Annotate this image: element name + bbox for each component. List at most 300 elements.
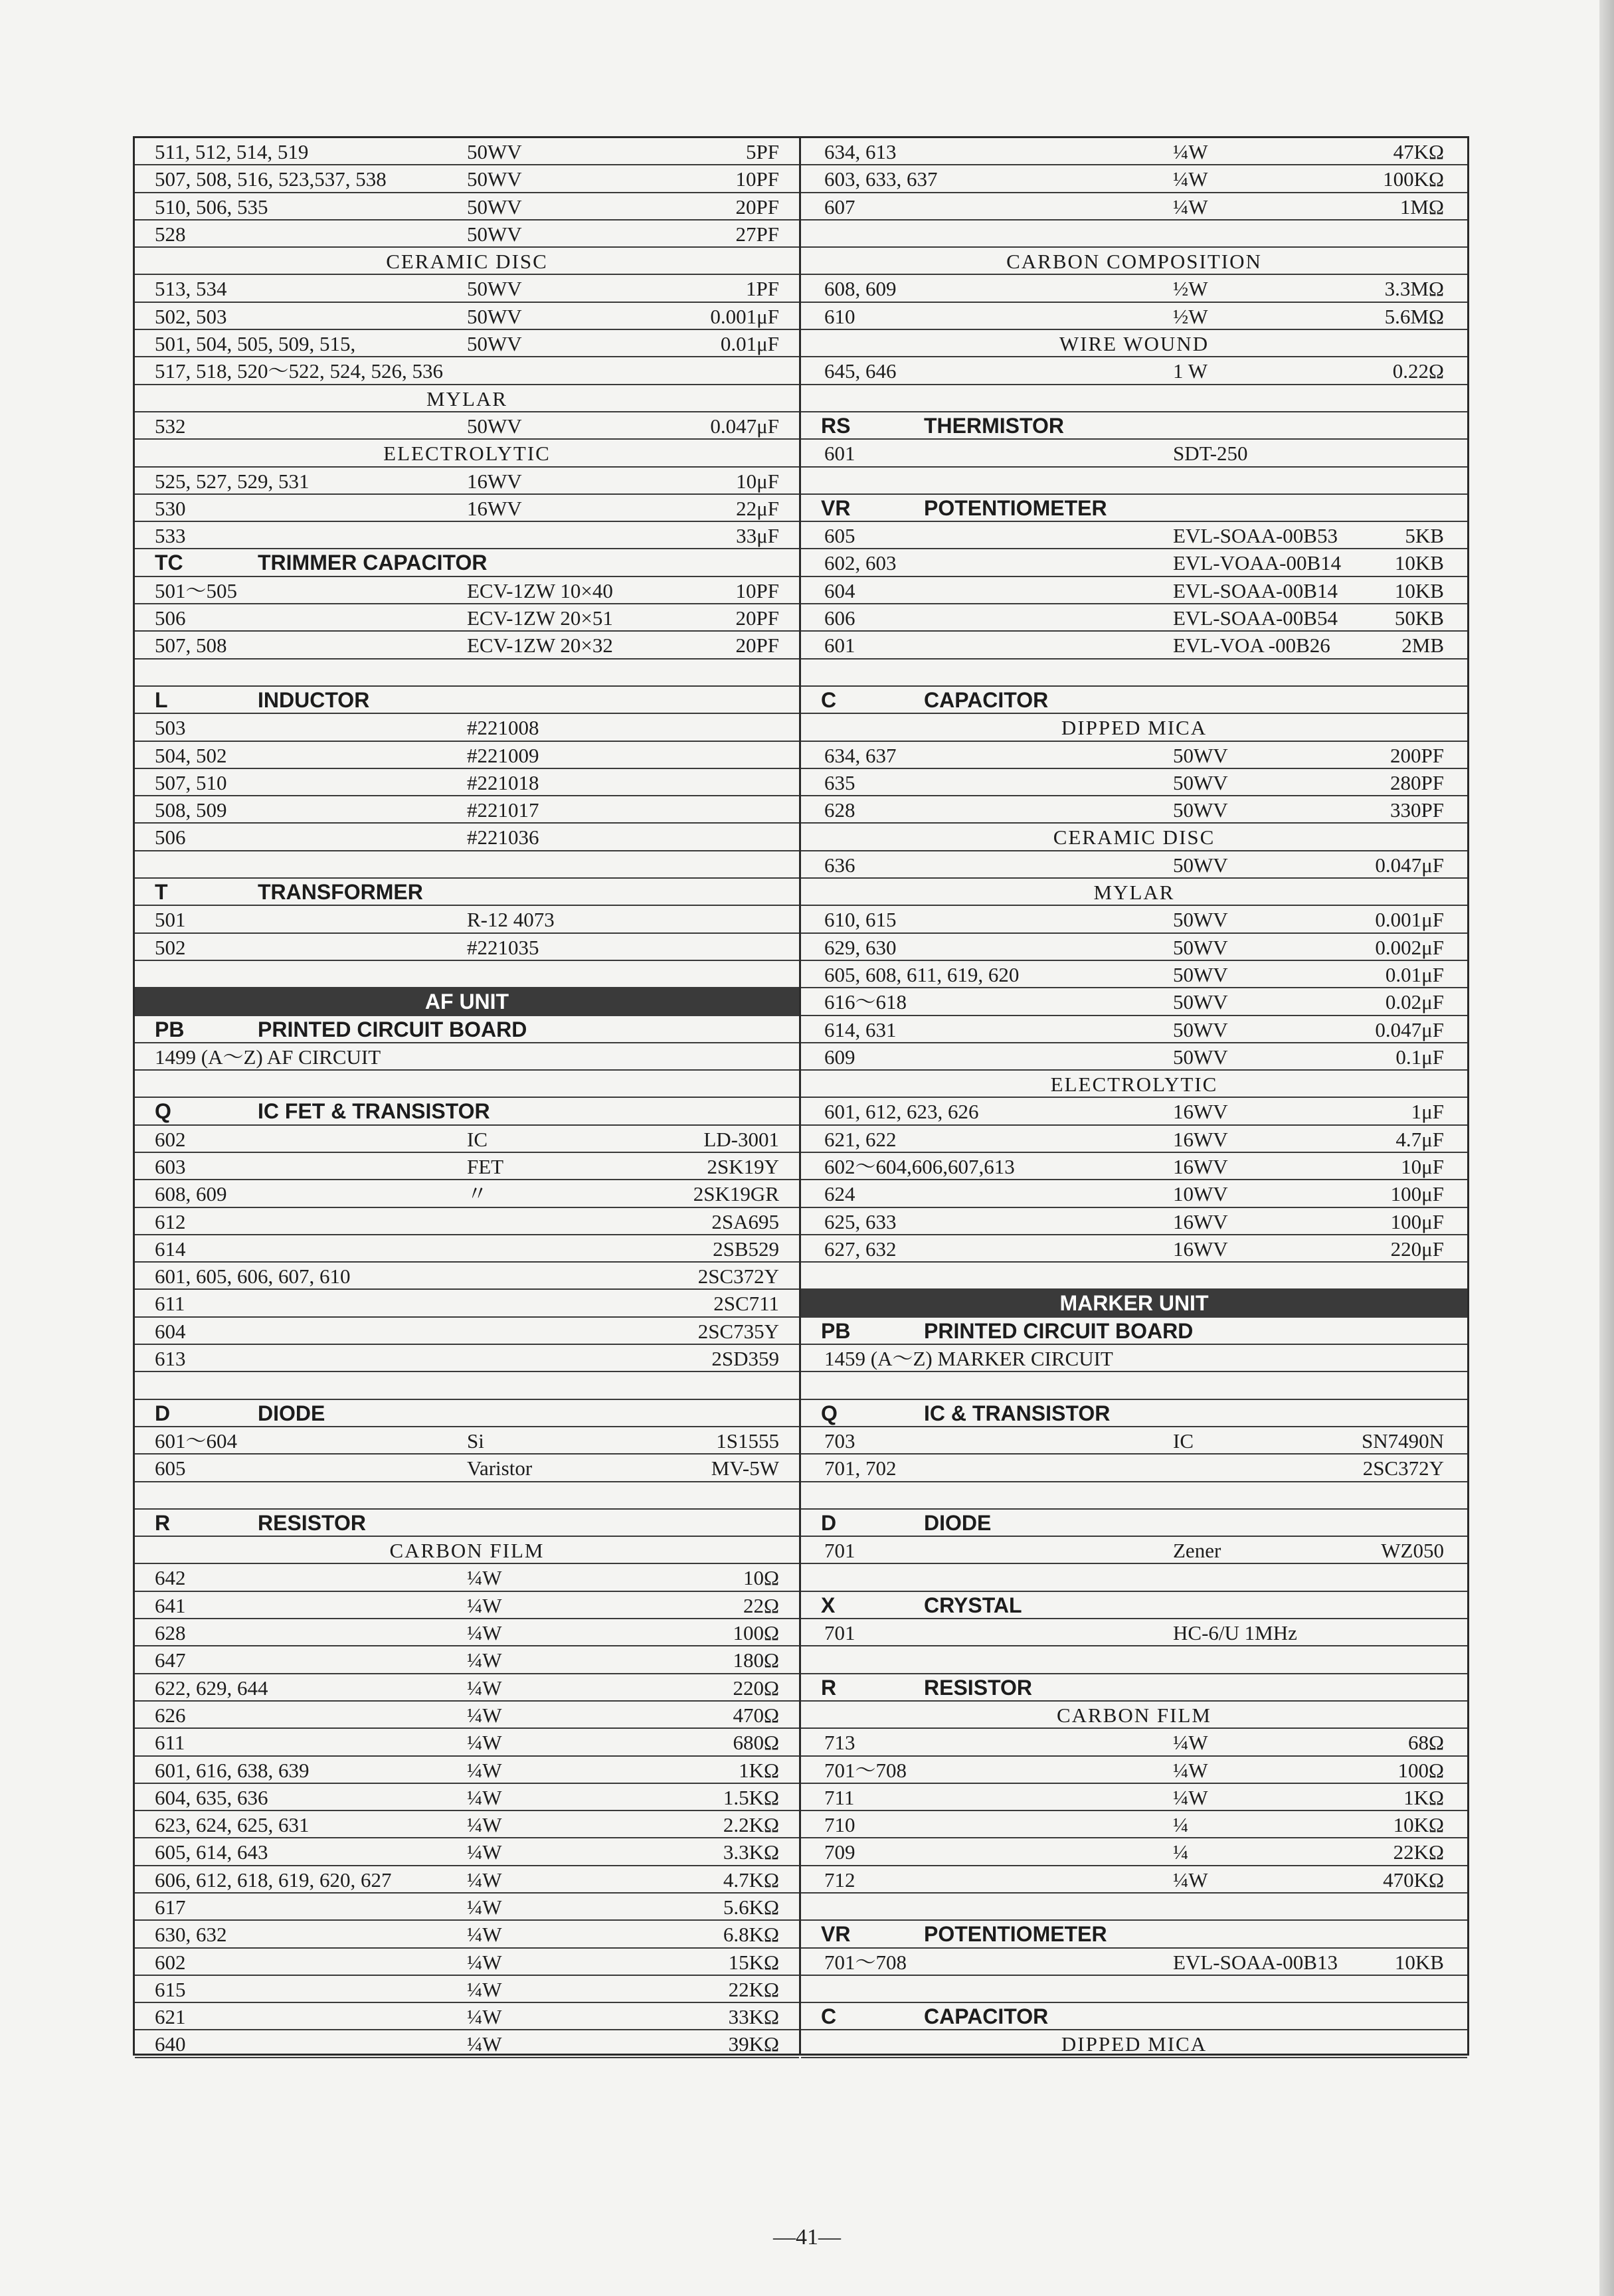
section-title: DIODE bbox=[258, 1401, 325, 1425]
section-code: R bbox=[155, 1510, 171, 1535]
part-value: MV-5W bbox=[711, 1457, 779, 1480]
part-spec: ¼W bbox=[1173, 1758, 1208, 1782]
part-spec: IC bbox=[467, 1127, 488, 1151]
part-number: 1499 (A～Z) AF CIRCUIT bbox=[155, 1045, 381, 1069]
part-number: 626 bbox=[155, 1703, 186, 1727]
part-spec: EVL-VOA -00B26 bbox=[1173, 634, 1330, 658]
part-number: 502, 503 bbox=[155, 304, 227, 328]
part-spec: ¼ bbox=[1173, 1813, 1189, 1837]
part-number: 609 bbox=[824, 1045, 855, 1069]
part-spec: ECV-1ZW 20×32 bbox=[467, 634, 613, 658]
part-value: 470KΩ bbox=[1383, 1868, 1444, 1892]
table-row bbox=[801, 1866, 1467, 1894]
part-spec: ¼W bbox=[467, 1758, 502, 1782]
subsection-label: ELECTROLYTIC bbox=[1050, 1073, 1218, 1097]
part-number: 612 bbox=[155, 1209, 186, 1233]
part-number: 703 bbox=[824, 1429, 855, 1453]
part-value: 3.3KΩ bbox=[723, 1840, 779, 1864]
part-value: 10Ω bbox=[743, 1566, 779, 1590]
part-value: 0.001μF bbox=[1375, 908, 1444, 932]
part-number: 513, 534 bbox=[155, 277, 227, 301]
section-heading bbox=[801, 687, 1467, 714]
part-number: 601 bbox=[824, 634, 855, 658]
part-number: 625, 633 bbox=[824, 1209, 897, 1233]
unit-banner bbox=[801, 1290, 1467, 1317]
part-number: 510, 506, 535 bbox=[155, 195, 268, 219]
part-number: 630, 632 bbox=[155, 1923, 227, 1947]
blank-row bbox=[135, 851, 799, 879]
table-row bbox=[135, 1838, 799, 1866]
table-row bbox=[135, 275, 799, 302]
part-spec: ¼W bbox=[467, 1923, 502, 1947]
section-title: POTENTIOMETER bbox=[924, 495, 1107, 520]
table-row bbox=[135, 522, 799, 549]
part-value: 5.6KΩ bbox=[723, 1896, 779, 1919]
section-code: Q bbox=[821, 1401, 838, 1425]
part-value: WZ050 bbox=[1381, 1539, 1444, 1563]
part-spec: 50WV bbox=[1173, 853, 1228, 877]
part-spec: ¼W bbox=[1173, 195, 1208, 219]
part-number: 621 bbox=[155, 2005, 186, 2029]
subsection-label: CARBON FILM bbox=[1056, 1703, 1211, 1727]
part-value: 680Ω bbox=[733, 1731, 779, 1755]
table-row bbox=[135, 714, 799, 741]
table-row bbox=[801, 1016, 1467, 1043]
blank-row bbox=[801, 1894, 1467, 1921]
part-spec: #221017 bbox=[467, 798, 539, 822]
section-code: T bbox=[155, 880, 168, 905]
table-row bbox=[135, 1564, 799, 1591]
part-spec: SDT-250 bbox=[1173, 442, 1248, 466]
part-spec: ¼W bbox=[467, 1566, 502, 1590]
part-value: 15KΩ bbox=[728, 1950, 779, 1974]
table-row bbox=[801, 934, 1467, 961]
part-spec: 16WV bbox=[1173, 1209, 1228, 1233]
part-number: 604 bbox=[824, 578, 855, 602]
part-spec: 50WV bbox=[467, 140, 522, 163]
blank-row bbox=[801, 660, 1467, 687]
part-spec: #221035 bbox=[467, 935, 539, 959]
part-value: 10PF bbox=[735, 167, 779, 191]
part-number: 525, 527, 529, 531 bbox=[155, 469, 310, 493]
table-row bbox=[135, 769, 799, 796]
part-number: 712 bbox=[824, 1868, 855, 1892]
unit-banner bbox=[135, 988, 799, 1016]
subsection-heading bbox=[135, 1537, 799, 1564]
part-number: 606 bbox=[824, 606, 855, 630]
part-number: 604, 635, 636 bbox=[155, 1785, 268, 1809]
subsection-heading bbox=[801, 714, 1467, 741]
part-spec: 50WV bbox=[1173, 908, 1228, 932]
table-row bbox=[135, 1646, 799, 1674]
table-row bbox=[801, 1153, 1467, 1180]
table-row bbox=[801, 1537, 1467, 1564]
subsection-label: MYLAR bbox=[426, 387, 507, 410]
part-number: 628 bbox=[155, 1621, 186, 1645]
subsection-heading bbox=[135, 248, 799, 275]
subsection-label: MYLAR bbox=[1093, 881, 1175, 905]
section-title: POTENTIOMETER bbox=[924, 1922, 1107, 1947]
part-spec: #221036 bbox=[467, 826, 539, 849]
part-number: 624 bbox=[824, 1182, 855, 1206]
part-number: 604 bbox=[155, 1319, 186, 1343]
subsection-label: DIPPED MICA bbox=[1061, 716, 1208, 740]
part-value: 1MΩ bbox=[1399, 195, 1444, 219]
table-row bbox=[801, 303, 1467, 330]
section-heading bbox=[801, 1921, 1467, 1948]
table-row bbox=[135, 1894, 799, 1921]
table-row bbox=[135, 1180, 799, 1207]
part-spec: ¼W bbox=[467, 2005, 502, 2029]
table-row bbox=[135, 165, 799, 193]
table-row bbox=[135, 1043, 799, 1071]
unit-title: AF UNIT bbox=[424, 990, 509, 1014]
section-code: RS bbox=[821, 413, 851, 438]
section-code: Q bbox=[155, 1099, 171, 1124]
part-value: LD-3001 bbox=[703, 1127, 779, 1151]
table-row bbox=[135, 330, 799, 357]
part-number: 634, 613 bbox=[824, 140, 897, 163]
part-number: 502 bbox=[155, 935, 186, 959]
table-row bbox=[135, 1153, 799, 1180]
part-value: 39KΩ bbox=[728, 2032, 779, 2056]
table-row bbox=[135, 1208, 799, 1235]
part-value: 100μF bbox=[1390, 1182, 1444, 1206]
subsection-label: DIPPED MICA bbox=[1061, 2032, 1208, 2056]
part-spec: ¼W bbox=[467, 1813, 502, 1837]
table-row bbox=[801, 1949, 1467, 1976]
part-value: 27PF bbox=[735, 222, 779, 246]
part-value: 10KB bbox=[1394, 578, 1444, 602]
table-row bbox=[135, 1729, 799, 1756]
part-number: 614, 631 bbox=[824, 1017, 897, 1041]
part-spec: 50WV bbox=[467, 304, 522, 328]
part-number: 517, 518, 520～522, 524, 526, 536 bbox=[155, 359, 443, 383]
table-row bbox=[801, 522, 1467, 549]
section-title: CAPACITOR bbox=[924, 687, 1049, 712]
part-spec: EVL-VOAA-00B14 bbox=[1173, 551, 1342, 575]
part-number: 501, 504, 505, 509, 515, bbox=[155, 332, 356, 356]
part-spec: 50WV bbox=[1173, 990, 1228, 1014]
table-row bbox=[801, 1098, 1467, 1125]
part-value: 50KB bbox=[1394, 606, 1444, 630]
part-number: 602 bbox=[155, 1950, 186, 1974]
part-number: 603, 633, 637 bbox=[824, 167, 938, 191]
blank-row bbox=[801, 468, 1467, 495]
part-spec: 50WV bbox=[1173, 798, 1228, 822]
section-title: CRYSTAL bbox=[924, 1593, 1022, 1617]
table-row bbox=[801, 275, 1467, 302]
part-value: 100Ω bbox=[733, 1621, 779, 1645]
part-value: 3.3MΩ bbox=[1384, 277, 1444, 301]
section-code: PB bbox=[155, 1017, 185, 1041]
part-value: 180Ω bbox=[733, 1648, 779, 1672]
part-spec: ¼W bbox=[467, 1621, 502, 1645]
subsection-heading bbox=[801, 2030, 1467, 2058]
part-spec: 10WV bbox=[1173, 1182, 1228, 1206]
part-value: 4.7KΩ bbox=[723, 1868, 779, 1892]
part-number: 634, 637 bbox=[824, 743, 897, 767]
section-title: DIODE bbox=[924, 1510, 992, 1535]
part-number: 1459 (A～Z) MARKER CIRCUIT bbox=[824, 1347, 1113, 1371]
part-spec: 50WV bbox=[467, 167, 522, 191]
section-heading bbox=[801, 1400, 1467, 1427]
part-value: SN7490N bbox=[1361, 1429, 1444, 1453]
table-row bbox=[135, 1866, 799, 1894]
table-row bbox=[135, 632, 799, 659]
part-spec: 1 W bbox=[1173, 359, 1208, 383]
part-spec: ¼W bbox=[467, 1648, 502, 1672]
part-spec: 50WV bbox=[467, 195, 522, 219]
table-row bbox=[135, 824, 799, 851]
part-value: 220μF bbox=[1390, 1237, 1444, 1261]
section-code: D bbox=[155, 1401, 171, 1425]
table-row bbox=[135, 412, 799, 440]
table-row bbox=[801, 357, 1467, 385]
part-value: 5KB bbox=[1405, 524, 1444, 548]
part-number: 601 bbox=[824, 442, 855, 466]
part-value: 2MB bbox=[1401, 634, 1444, 658]
subsection-heading bbox=[801, 330, 1467, 357]
part-number: 533 bbox=[155, 524, 186, 548]
part-number: 606, 612, 618, 619, 620, 627 bbox=[155, 1868, 392, 1892]
section-heading bbox=[135, 687, 799, 714]
part-value: 2SD359 bbox=[711, 1347, 779, 1371]
part-number: 605 bbox=[155, 1457, 186, 1480]
part-spec: #221008 bbox=[467, 716, 539, 740]
table-row bbox=[801, 1043, 1467, 1071]
section-heading bbox=[801, 2003, 1467, 2030]
table-row bbox=[135, 1126, 799, 1153]
table-row bbox=[135, 906, 799, 933]
table-row bbox=[135, 604, 799, 632]
part-value: 100μF bbox=[1390, 1209, 1444, 1233]
section-heading bbox=[801, 1592, 1467, 1619]
part-spec: EVL-SOAA-00B53 bbox=[1173, 524, 1338, 548]
part-spec: EVL-SOAA-00B54 bbox=[1173, 606, 1338, 630]
part-value: 0.1μF bbox=[1395, 1045, 1444, 1069]
part-value: 20PF bbox=[735, 634, 779, 658]
subsection-heading bbox=[801, 248, 1467, 275]
part-value: 220Ω bbox=[733, 1676, 779, 1700]
part-number: 602～604,606,607,613 bbox=[824, 1154, 1015, 1178]
table-row bbox=[135, 934, 799, 961]
part-value: 0.001μF bbox=[710, 304, 779, 328]
table-row bbox=[135, 1455, 799, 1482]
part-number: 617 bbox=[155, 1896, 186, 1919]
part-value: 0.01μF bbox=[720, 332, 779, 356]
part-number: 607 bbox=[824, 195, 855, 219]
table-row bbox=[801, 1811, 1467, 1838]
part-spec: ¼W bbox=[467, 1977, 502, 2001]
table-row bbox=[801, 138, 1467, 165]
part-spec: ¼W bbox=[1173, 1868, 1208, 1892]
part-value: 22μF bbox=[736, 496, 779, 520]
part-spec: ECV-1ZW 20×51 bbox=[467, 606, 613, 630]
part-number: 605, 608, 611, 619, 620 bbox=[824, 962, 1020, 986]
table-row bbox=[135, 1592, 799, 1619]
part-spec: R-12 4073 bbox=[467, 908, 555, 932]
section-heading bbox=[801, 1674, 1467, 1702]
part-spec: ¼W bbox=[467, 1785, 502, 1809]
table-row bbox=[135, 1235, 799, 1263]
part-value: 0.047μF bbox=[710, 414, 779, 438]
table-row bbox=[135, 1949, 799, 1976]
part-number: 701, 702 bbox=[824, 1457, 897, 1480]
part-number: 503 bbox=[155, 716, 186, 740]
part-spec: 16WV bbox=[467, 469, 522, 493]
part-value: 2SC735Y bbox=[697, 1319, 779, 1343]
part-number: 602, 603 bbox=[824, 551, 897, 575]
part-spec: 16WV bbox=[1173, 1100, 1228, 1124]
blank-row bbox=[135, 1071, 799, 1098]
part-number: 614 bbox=[155, 1237, 186, 1261]
part-spec: ¼W bbox=[467, 1868, 502, 1892]
part-value: 280PF bbox=[1390, 770, 1444, 794]
section-code: TC bbox=[155, 551, 183, 575]
section-code: VR bbox=[821, 495, 851, 520]
subsection-heading bbox=[801, 1071, 1467, 1098]
table-row bbox=[801, 1208, 1467, 1235]
part-number: 645, 646 bbox=[824, 359, 897, 383]
table-row bbox=[801, 193, 1467, 221]
part-value: 470Ω bbox=[733, 1703, 779, 1727]
table-row bbox=[801, 165, 1467, 193]
table-row bbox=[135, 357, 799, 385]
blank-row bbox=[135, 961, 799, 988]
table-row bbox=[801, 577, 1467, 604]
table-row bbox=[801, 1838, 1467, 1866]
part-number: 628 bbox=[824, 798, 855, 822]
section-heading bbox=[801, 1318, 1467, 1345]
part-spec: 〃 bbox=[467, 1182, 488, 1206]
part-spec: ¼W bbox=[467, 1840, 502, 1864]
part-spec: EVL-SOAA-00B14 bbox=[1173, 578, 1338, 602]
part-value: 1μF bbox=[1411, 1100, 1444, 1124]
part-spec: 50WV bbox=[467, 277, 522, 301]
blank-row bbox=[135, 1372, 799, 1399]
section-code: D bbox=[821, 1510, 837, 1535]
table-row bbox=[801, 906, 1467, 933]
table-row bbox=[801, 1345, 1467, 1372]
part-spec: EVL-SOAA-00B13 bbox=[1173, 1950, 1338, 1974]
part-spec: Varistor bbox=[467, 1457, 533, 1480]
subsection-label: CERAMIC DISC bbox=[1053, 826, 1215, 849]
table-row bbox=[135, 1921, 799, 1948]
part-spec: ¼W bbox=[467, 2032, 502, 2056]
part-number: 647 bbox=[155, 1648, 186, 1672]
part-number: 701～708 bbox=[824, 1758, 907, 1782]
parts-list-table bbox=[133, 136, 1469, 2056]
subsection-heading bbox=[135, 440, 799, 467]
table-row bbox=[801, 851, 1467, 879]
table-row bbox=[801, 1455, 1467, 1482]
part-value: 0.01μF bbox=[1385, 962, 1444, 986]
part-number: 613 bbox=[155, 1347, 186, 1371]
section-title: TRANSFORMER bbox=[258, 880, 423, 905]
part-spec: 50WV bbox=[467, 414, 522, 438]
part-number: 710 bbox=[824, 1813, 855, 1837]
part-spec: ¼W bbox=[1173, 1731, 1208, 1755]
section-title: RESISTOR bbox=[924, 1675, 1032, 1700]
part-spec: ½W bbox=[1173, 277, 1208, 301]
part-spec: HC-6/U 1MHz bbox=[1173, 1621, 1297, 1645]
section-code: C bbox=[821, 2004, 837, 2029]
part-value: 1S1555 bbox=[716, 1429, 779, 1453]
part-number: 627, 632 bbox=[824, 1237, 897, 1261]
table-row bbox=[135, 1619, 799, 1646]
part-spec: 16WV bbox=[1173, 1127, 1228, 1151]
part-value: 5.6MΩ bbox=[1384, 304, 1444, 328]
part-value: 10μF bbox=[1401, 1154, 1444, 1178]
table-row bbox=[801, 1427, 1467, 1455]
part-value: 2SK19GR bbox=[693, 1182, 779, 1206]
part-number: 608, 609 bbox=[155, 1182, 227, 1206]
part-value: 10KB bbox=[1394, 1950, 1444, 1974]
part-spec: 50WV bbox=[1173, 962, 1228, 986]
section-code: C bbox=[821, 687, 837, 712]
part-number: 511, 512, 514, 519 bbox=[155, 140, 309, 163]
part-number: 507, 508 bbox=[155, 634, 227, 658]
part-value: 2.2KΩ bbox=[723, 1813, 779, 1837]
part-number: 629, 630 bbox=[824, 935, 897, 959]
part-number: 507, 508, 516, 523,537, 538 bbox=[155, 167, 387, 191]
part-number: 610 bbox=[824, 304, 855, 328]
table-row bbox=[135, 2003, 799, 2030]
part-spec: #221009 bbox=[467, 743, 539, 767]
part-number: 709 bbox=[824, 1840, 855, 1864]
section-code: X bbox=[821, 1593, 836, 1617]
subsection-heading bbox=[801, 824, 1467, 851]
part-value: 2SA695 bbox=[711, 1209, 779, 1233]
table-row bbox=[135, 1427, 799, 1455]
blank-row bbox=[801, 1564, 1467, 1591]
section-heading bbox=[135, 1510, 799, 1537]
section-title: PRINTED CIRCUIT BOARD bbox=[258, 1017, 527, 1041]
part-value: 0.002μF bbox=[1375, 935, 1444, 959]
blank-row bbox=[801, 221, 1467, 248]
table-row bbox=[801, 1126, 1467, 1153]
part-number: 701 bbox=[824, 1621, 855, 1645]
blank-row bbox=[801, 385, 1467, 412]
part-number: 601～604 bbox=[155, 1429, 237, 1453]
part-number: 636 bbox=[824, 853, 855, 877]
part-value: 33μF bbox=[736, 524, 779, 548]
part-value: 10KB bbox=[1394, 551, 1444, 575]
part-spec: ¼W bbox=[467, 1731, 502, 1755]
part-value: 22KΩ bbox=[1393, 1840, 1444, 1864]
part-spec: 16WV bbox=[1173, 1154, 1228, 1178]
part-number: 602 bbox=[155, 1127, 186, 1151]
part-number: 623, 624, 625, 631 bbox=[155, 1813, 310, 1837]
part-value: 22Ω bbox=[743, 1593, 779, 1617]
part-value: 20PF bbox=[735, 606, 779, 630]
part-value: 6.8KΩ bbox=[723, 1923, 779, 1947]
part-number: 713 bbox=[824, 1731, 855, 1755]
part-number: 507, 510 bbox=[155, 770, 227, 794]
table-row bbox=[135, 1263, 799, 1290]
part-number: 501～505 bbox=[155, 578, 237, 602]
table-row bbox=[801, 549, 1467, 576]
part-number: 642 bbox=[155, 1566, 186, 1590]
section-code: L bbox=[155, 687, 168, 712]
table-row bbox=[801, 1235, 1467, 1263]
part-value: 10μF bbox=[736, 469, 779, 493]
table-row bbox=[801, 742, 1467, 769]
part-number: 506 bbox=[155, 826, 186, 849]
blank-row bbox=[801, 1263, 1467, 1290]
part-number: 611 bbox=[155, 1292, 185, 1316]
